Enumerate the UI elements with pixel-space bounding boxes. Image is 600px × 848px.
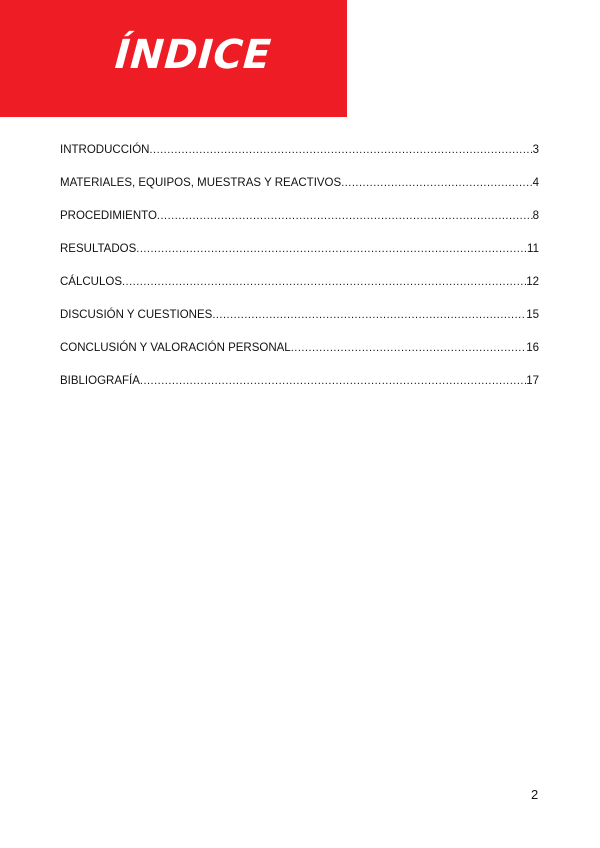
toc-dot-leader	[157, 206, 533, 226]
toc-entry-bibliografia[interactable]	[60, 371, 539, 404]
toc-dot-leader	[291, 338, 527, 358]
toc-dot-leader	[341, 173, 532, 193]
page-title: ÍNDICE	[113, 32, 273, 78]
toc-entry-page: 8	[532, 210, 539, 222]
toc-entry-page: 11	[527, 243, 539, 255]
toc-entry-discusion[interactable]	[60, 305, 539, 338]
toc-entry-label: PROCEDIMIENTO	[60, 210, 157, 222]
toc-entry-label: CÁLCULOS	[60, 276, 122, 288]
toc-dot-leader	[212, 305, 526, 325]
toc-entry-label: INTRODUCCIÓN	[60, 144, 150, 156]
toc-entry-introduccion[interactable]	[60, 140, 539, 173]
page-number: 2	[531, 787, 539, 802]
toc-entry-materiales[interactable]	[60, 173, 539, 206]
toc-entry-calculos[interactable]	[60, 272, 539, 305]
toc-entry-conclusion[interactable]	[60, 338, 539, 371]
toc-entry-resultados[interactable]	[60, 239, 539, 272]
toc-entry-procedimiento[interactable]	[60, 206, 539, 239]
table-of-contents	[60, 140, 539, 404]
toc-dot-leader	[149, 140, 532, 160]
title-banner	[0, 0, 347, 117]
toc-entry-label: DISCUSIÓN Y CUESTIONES	[60, 309, 213, 321]
toc-entry-page: 4	[532, 177, 539, 189]
toc-entry-page: 16	[526, 342, 539, 354]
toc-dot-leader	[136, 239, 527, 259]
toc-entry-page: 17	[526, 375, 539, 387]
toc-entry-page: 15	[526, 309, 539, 321]
toc-entry-page: 12	[526, 276, 539, 288]
toc-entry-label: MATERIALES, EQUIPOS, MUESTRAS Y REACTIVOS	[60, 177, 342, 189]
toc-entry-page: 3	[532, 144, 539, 156]
toc-entry-label: CONCLUSIÓN Y VALORACIÓN PERSONAL	[60, 342, 291, 354]
toc-entry-label: RESULTADOS	[60, 243, 137, 255]
toc-dot-leader	[140, 371, 526, 391]
toc-entry-label: BIBLIOGRAFÍA	[60, 375, 140, 387]
toc-dot-leader	[122, 272, 526, 292]
